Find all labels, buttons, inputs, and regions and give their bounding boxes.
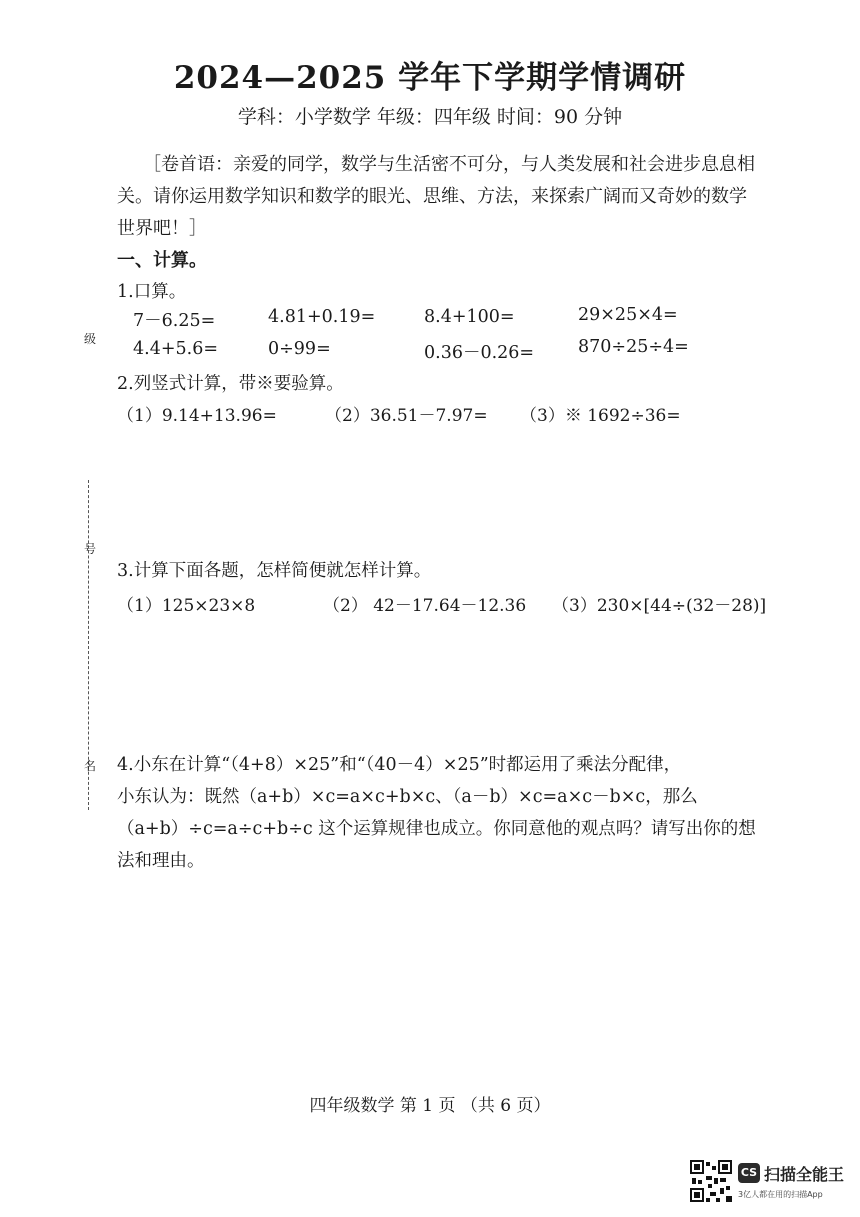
preface-line-3: 世界吧！］ bbox=[117, 218, 207, 239]
vertical-calc-item: （3）※ 1692÷36= bbox=[520, 406, 681, 426]
question-4-line-4: 法和理由。 bbox=[117, 851, 205, 871]
vertical-calc-item: （1）9.14+13.96= bbox=[117, 406, 277, 426]
section-heading: 一、计算。 bbox=[117, 250, 207, 271]
scanner-app-name: 扫描全能王 bbox=[764, 1165, 845, 1184]
oral-item: 29×25×4= bbox=[578, 305, 678, 325]
question-1-label: 1.口算。 bbox=[117, 282, 187, 302]
page-footer: 四年级数学 第 1 页 （共 6 页） bbox=[309, 1096, 551, 1116]
question-4-line-1: 4.小东在计算“（4+8）×25”和“（40－4）×25”时都运用了乘法分配律， bbox=[117, 755, 682, 775]
preface-line-2: 关。请你运用数学知识和数学的眼光、思维、方法，来探索广阔而又奇妙的数学 bbox=[117, 186, 747, 207]
vertical-calc-item: （2）36.51－7.97= bbox=[325, 406, 488, 426]
simplify-calc-item: （1）125×23×8 bbox=[117, 596, 256, 616]
simplify-calc-item: （2） 42－17.64－12.36 bbox=[323, 596, 527, 616]
simplify-calc-item: （3）230×[44÷(32－28)] bbox=[552, 596, 767, 616]
oral-item: 7－6.25= bbox=[133, 311, 216, 331]
question-4-line-3: （a+b）÷c=a÷c+b÷c 这个运算规律也成立。你同意他的观点吗？请写出你的想 bbox=[117, 819, 756, 839]
oral-item: 4.81+0.19= bbox=[268, 307, 376, 327]
question-4-line-2: 小东认为：既然（a+b）×c=a×c+b×c、（a－b）×c=a×c－b×c，那么 bbox=[117, 787, 698, 807]
page-subtitle: 学科：小学数学 年级：四年级 时间：90 分钟 bbox=[237, 106, 623, 128]
margin-mark-number: 号 bbox=[84, 542, 97, 556]
page-title: 2024—2025 学年下学期学情调研 bbox=[173, 60, 687, 96]
question-2-label: 2.列竖式计算，带※要验算。 bbox=[117, 374, 344, 394]
scanner-logo-icon: CS bbox=[738, 1163, 760, 1183]
margin-mark-name: 名 bbox=[84, 759, 97, 773]
question-3-label: 3.计算下面各题，怎样简便就怎样计算。 bbox=[117, 561, 432, 581]
oral-item: 4.4+5.6= bbox=[133, 339, 218, 359]
oral-item: 8.4+100= bbox=[424, 307, 515, 327]
oral-item: 0÷99= bbox=[268, 339, 331, 359]
scanner-tagline: 3亿人都在用的扫描App bbox=[738, 1190, 823, 1199]
preface-line-1: ［卷首语：亲爱的同学，数学与生活密不可分，与人类发展和社会进步息息相 bbox=[143, 154, 755, 175]
margin-mark-class: 级 bbox=[84, 332, 97, 346]
qr-code-icon bbox=[690, 1160, 732, 1202]
oral-item: 0.36－0.26= bbox=[424, 343, 535, 363]
oral-item: 870÷25÷4= bbox=[578, 337, 689, 357]
